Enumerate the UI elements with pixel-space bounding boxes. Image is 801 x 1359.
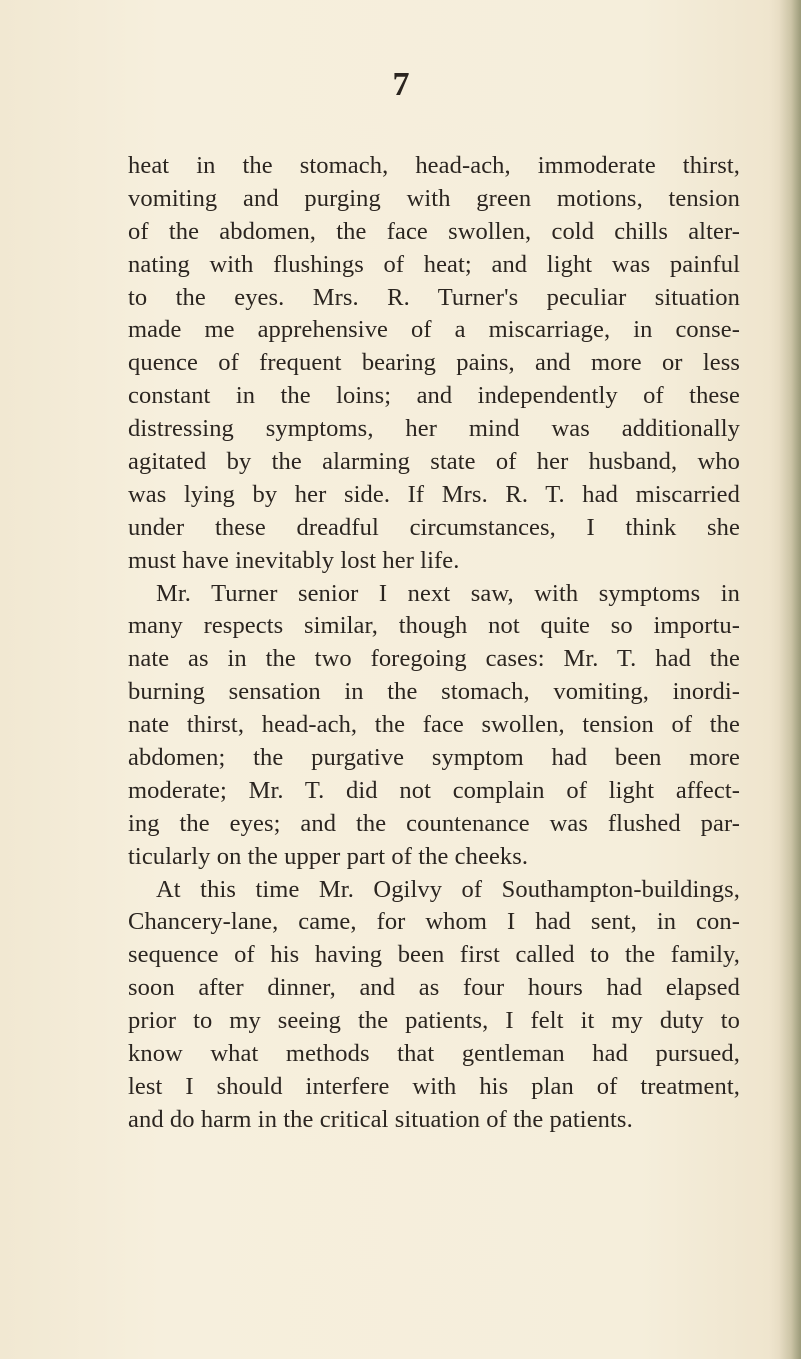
text-line: of the abdomen, the face swollen, cold chills alter- [128, 217, 740, 245]
text-line: soon after dinner, and as four hours had elapsed [128, 974, 740, 1002]
text-line: ing the eyes; and the countenance was flushed par- [128, 809, 740, 837]
paragraph-end-line: and do harm in the critical situation of the patients. [128, 1105, 633, 1133]
page-edge-shadow [779, 0, 801, 1359]
text-line: Chancery-lane, came, for whom I had sent, in con- [128, 908, 740, 936]
text-line: made me apprehensive of a miscarriage, in conse- [128, 316, 740, 344]
text-line: vomiting and purging with green motions, tension [128, 184, 740, 212]
text-line: nate thirst, head-ach, the face swollen, tension of the [128, 711, 740, 739]
text-line: prior to my seeing the patients, I felt it my duty to [128, 1007, 740, 1035]
text-line: sequence of his having been first called to the family, [128, 941, 740, 969]
text-line: constant in the loins; and independently of these [128, 382, 740, 410]
text-line: many respects similar, though not quite so importu- [128, 612, 740, 640]
text-line: quence of frequent bearing pains, and more or less [128, 349, 740, 377]
text-line: nate as in the two foregoing cases: Mr. T. had the [128, 645, 740, 673]
text-line: heat in the stomach, head-ach, immoderate thirst, [128, 152, 740, 179]
paragraph-start-line: Mr. Turner senior I next saw, with symptoms in [156, 579, 740, 607]
body-text [128, 150, 740, 1137]
paragraph-end-line: ticularly on the upper part of the cheeks. [128, 842, 529, 870]
text-line: distressing symptoms, her mind was additionally [128, 415, 740, 443]
page-number: 7 [392, 66, 410, 103]
paragraph-start-line: At this time Mr. Ogilvy of Southampton-buildings, [156, 875, 740, 903]
text-line: nating with flushings of heat; and light was painful [128, 250, 740, 278]
text-line: know what methods that gentleman had pursued, [128, 1040, 740, 1068]
text-line: under these dreadful circumstances, I think she [128, 513, 740, 541]
text-line: to the eyes. Mrs. R. Turner's peculiar situation [128, 283, 740, 311]
text-line: agitated by the alarming state of her husband, who [128, 448, 740, 476]
text-line: burning sensation in the stomach, vomiting, inordi- [128, 678, 740, 706]
paragraph-end-line: must have inevitably lost her life. [128, 546, 460, 574]
text-line: abdomen; the purgative symptom had been more [128, 744, 740, 772]
text-line: lest I should interfere with his plan of treatment, [128, 1072, 740, 1100]
text-line: moderate; Mr. T. did not complain of light affect- [128, 776, 740, 804]
text-line: was lying by her side. If Mrs. R. T. had miscarried [128, 480, 740, 508]
